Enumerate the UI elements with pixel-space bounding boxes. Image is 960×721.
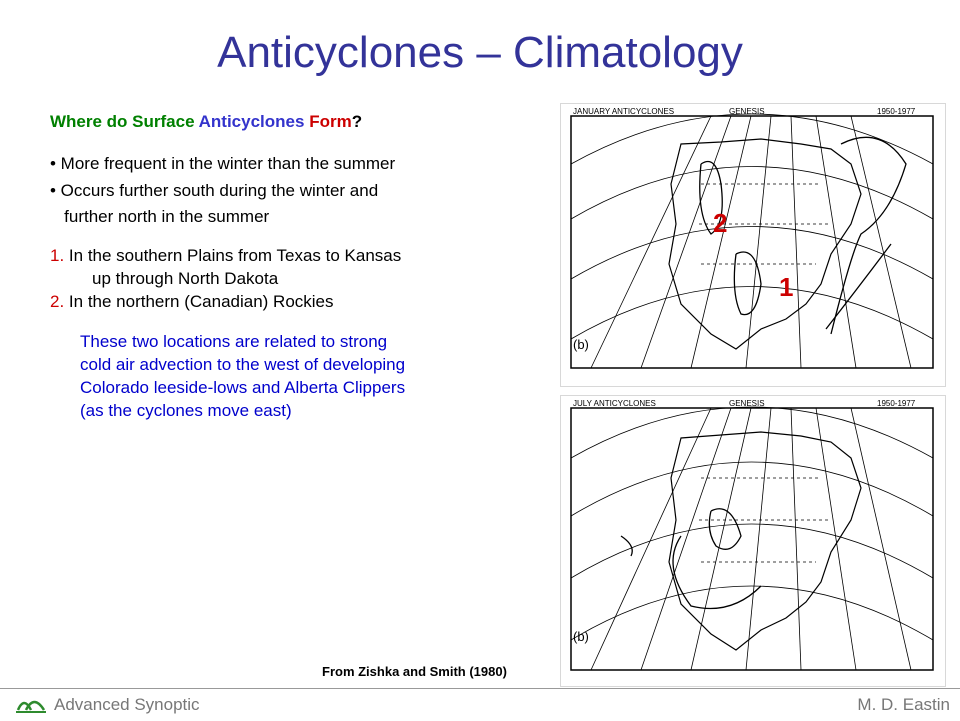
leaf-logo-icon: [14, 692, 48, 716]
item-number: 2.: [50, 292, 65, 311]
item-text: In the southern Plains from Texas to Kansas: [68, 246, 402, 265]
map-years: 1950-1977: [877, 107, 916, 116]
january-map-figure: [561, 104, 945, 386]
numbered-item-1-cont: up through North Dakota: [92, 269, 279, 288]
explanation-text: [80, 330, 405, 422]
explanation-line: Colorado leeside-lows and Alberta Clippers: [80, 378, 406, 397]
heading-part: Anticyclones: [194, 112, 310, 131]
bullet-2-cont: further north in the summer: [50, 207, 270, 226]
january-map: [560, 103, 946, 387]
footer-author: M. D. Eastin: [857, 695, 950, 714]
map-genesis: GENESIS: [729, 399, 765, 408]
meridians: [591, 116, 911, 368]
map-years: 1950-1977: [877, 399, 916, 408]
page-title: Anticyclones – Climatology: [217, 28, 743, 77]
bullet-2: • Occurs further south during the winter and: [50, 181, 379, 200]
location-marker-1: 1: [779, 272, 794, 302]
explanation-line: These two locations are related to strong: [80, 332, 388, 351]
footer-course: Advanced Synoptic: [54, 695, 200, 714]
map-title: JANUARY ANTICYCLONES: [573, 107, 675, 116]
figure-credit: From Zishka and Smith (1980): [322, 664, 507, 679]
bullet-1: • More frequent in the winter than the summer: [50, 154, 396, 173]
july-map: [560, 395, 946, 687]
numbered-item-1: [50, 244, 401, 267]
footer: [0, 688, 960, 721]
section-heading: [50, 112, 362, 132]
numbered-item-2: [50, 290, 334, 313]
heading-part: Where do: [50, 112, 133, 131]
item-text: In the northern (Canadian) Rockies: [68, 292, 334, 311]
heading-part: Surface: [132, 112, 195, 131]
item-number: 1.: [50, 246, 65, 265]
coastline: [669, 139, 861, 349]
panel-label: (b): [573, 337, 589, 352]
panel-label: (b): [573, 629, 589, 644]
map-title: JULY ANTICYCLONES: [573, 399, 656, 408]
location-marker-2: 2: [713, 208, 728, 238]
explanation-line: (as the cyclones move east): [80, 401, 292, 420]
heading-part: Form: [309, 112, 352, 131]
july-map-figure: [561, 396, 945, 686]
meridians: [591, 408, 911, 670]
heading-part: ?: [351, 112, 363, 131]
coastline: [669, 432, 861, 650]
explanation-line: cold air advection to the west of developing: [80, 355, 406, 374]
map-genesis: GENESIS: [729, 107, 765, 116]
